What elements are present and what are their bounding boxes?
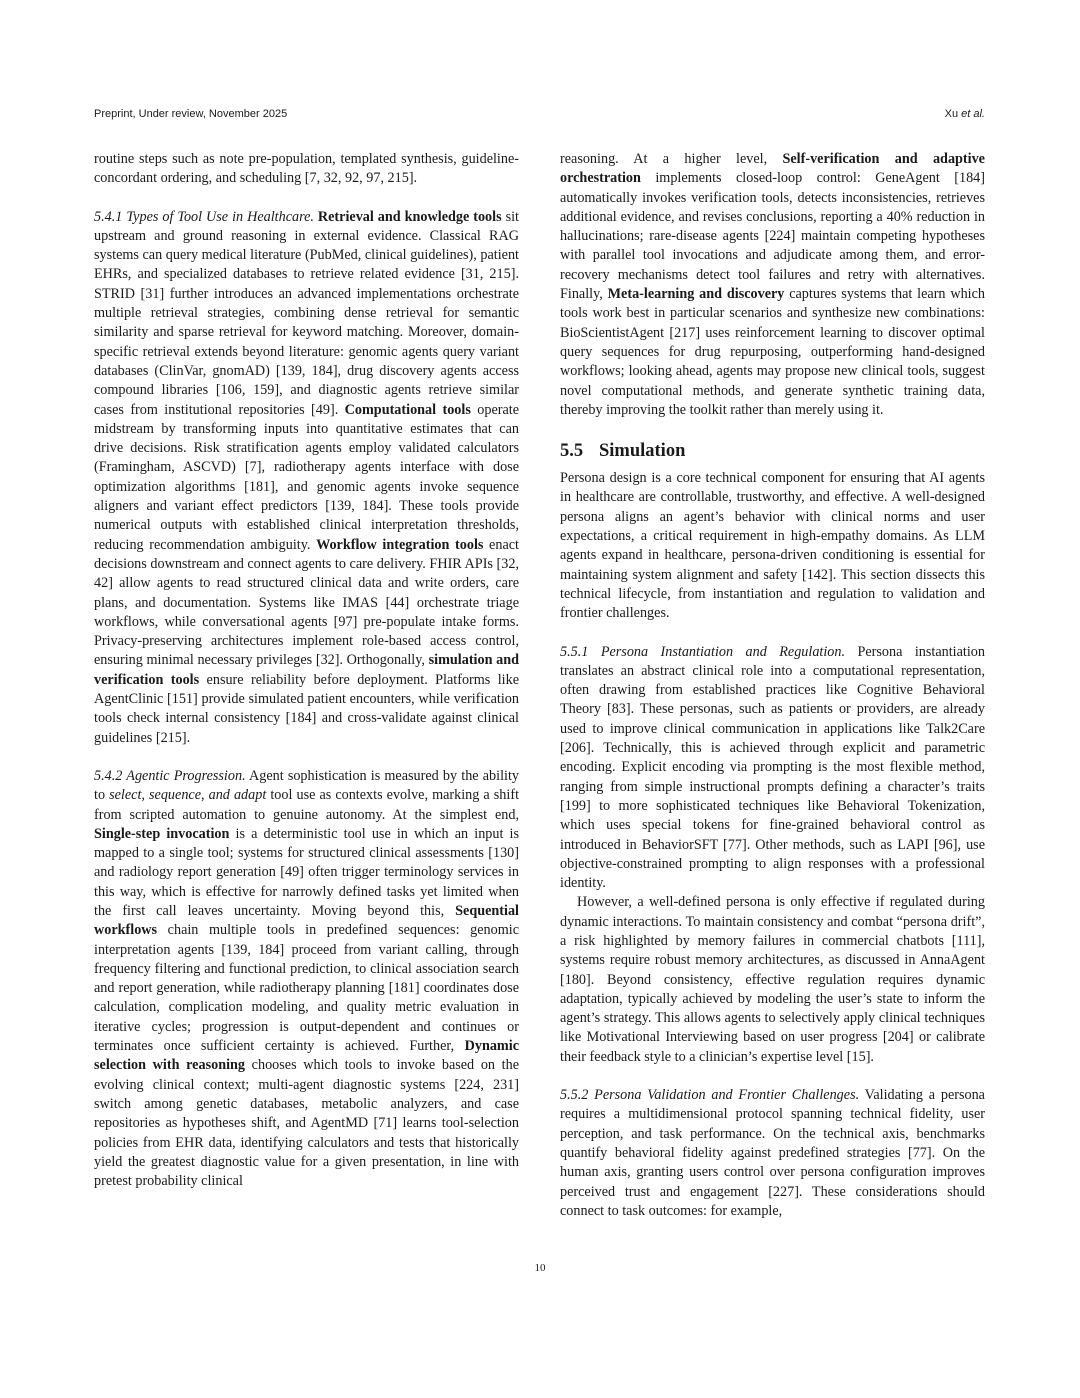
bold-term: Meta-learning and discovery <box>607 286 785 303</box>
text-run: chooses which tools to invoke based on the evolving clinical context; multi-agent diagnostic systems [224, 231] switch among genetic databases, metabolic analyzers, and case repositories as hypotheses shift, and AgentMD [71] learns tool-selection policies from EHR data, identifying calculators and tests that historically yield the greatest diagnostic value for a given presentation, in line with pretest probability clinical <box>94 1057 520 1190</box>
subsection-title: 5.4.1 Types of Tool Use in Healthcare. <box>94 208 314 225</box>
section-number: 5.5 <box>560 441 584 462</box>
paragraph: Persona design is a core technical component for ensuring that AI agents in healthcare are controllable, trustworthy, and effective. A well-designed persona aligns an agent’s behavior with clinical norms and user expectations, a critical requirement in high-empathy domains. As LLM agents expand in healthcare, persona-driven conditioning is essential for maintaining system alignment and safety [142]. This section dissects this technical lifecycle, from instantiation and regulation to validation and frontier challenges. <box>560 470 985 622</box>
paragraph: However, a well-defined persona is only effective if regulated during dynamic interactions. To maintain consistency and combat “persona drift”, a risk highlighted by memory failures in commercial chatbots [111], systems require robust memory architectures, as discussed in AnnaAgent [180]. Beyond consistency, effective regulation requires dynamic adaptation, typically achieved by modeling the user’s state to inform the agent’s strategy. This allows agents to selectively apply clinical techniques like Motivational Interviewing based on user progress [204] or calibrate their feedback style to a clinician’s expertise level [15]. <box>560 894 985 1065</box>
paragraph <box>560 150 985 420</box>
bold-term: Self-verification and adaptive orchestration <box>560 151 985 187</box>
text-run: captures systems that learn which tools work best in particular scenarios and synthesize new combinations: BioScientistAgent [217] uses reinforcement learning to discover optimal query sequences for drug repurposing, outperforming hand-designed workflows; looking ahead, agents may propose new clinical tools, suggest novel computational methods, and generate synthetic training data, thereby improving the toolkit rather than merely using it. <box>560 286 986 418</box>
author-name: Xu <box>944 108 959 120</box>
subsection-5-5-1 <box>560 643 985 894</box>
paragraph: routine steps such as note pre-population, templated synthesis, guideline-concordant ordering, and scheduling [7, 32, 92, 97, 215]. <box>94 151 519 187</box>
text-run: Validating a persona requires a multidimensional protocol spanning technical fidelity, user perception, and task performance. On the technical axis, benchmarks quantify behavioral fidelity against predefined strategies [77]. On the human axis, granting users control over persona configuration improves perceived trust and engagement [227]. These considerations should connect to task outcomes: for example, <box>560 1087 985 1219</box>
text-run: Agent sophistication is measured by the ability to <box>94 767 519 804</box>
italic-term: select, sequence, and adapt <box>109 787 267 804</box>
text-run: ensure reliability before deployment. Platforms like AgentClinic [151] provide simulated patient encounters, while verification tools check internal consistency [184] and cross-validate against clinical guidelines [215]. <box>94 671 520 746</box>
subsection-title: 5.5.1 Persona Instantiation and Regulation. <box>560 643 846 660</box>
subsection-5-5-2 <box>560 1086 985 1221</box>
text-run: Persona instantiation translates an abstract clinical role into a computational representation, often drawing from established practices like Cognitive Behavioral Theory [83]. These personas, such as patients or providers, are already used to improve clinical communication in applications like Talk2Care [206]. Technically, this is achieved through explicit and parametric encoding. Explicit encoding via prompting is the most flexible method, ranging from simple instructional prompts defining a character’s traits [199] to more sophisticated techniques like Behavioral Tokenization, which uses special tokens for fine-grained behavioral control as introduced in BehaviorSFT [77]. Other methods, such as LAPI [96], use objective-constrained prompting to align responses with a professional identity. <box>560 643 985 892</box>
bold-term: Dynamic selection with reasoning <box>94 1038 519 1074</box>
bold-term: simulation and verification tools <box>94 652 520 688</box>
text-run: chain multiple tools in predefined sequences: genomic interpretation agents [139, 184] proceed from variant calling, through frequency filtering and functional prediction, to clinical association search and report generation, while radiotherapy planning [181] coordinates dose calculation, complication modeling, and quality metric evaluation in iterative cycles; progression is output-dependent and continues or terminates once sufficient certainty is achieved. Further, <box>94 922 519 1055</box>
author-label <box>945 108 985 120</box>
text-run: operate midstream by transforming inputs into quantitative estimates that can drive decisions. Risk stratification agents employ validated calculators (Framingham, ASCVD) [7], radiotherapy agents interface with dose optimization algorithms [181], and genomic agents invoke sequence aligners and variant effect predictors [139, 184]. These tools provide numerical outputs with established clinical interpretation thresholds, reducing recommendation ambiguity. <box>94 401 519 553</box>
running-header <box>94 108 985 124</box>
bold-term: Workflow integration tools <box>316 536 484 553</box>
subsection-5-4-2 <box>94 767 519 1192</box>
left-column <box>94 150 519 1191</box>
section-title: Simulation <box>599 441 686 462</box>
bold-term: Sequential workflows <box>94 902 519 939</box>
section-heading <box>560 440 985 462</box>
subsection-5-4-1 <box>94 208 519 748</box>
page-number: 10 <box>534 1262 546 1274</box>
text-run: implements closed-loop control: GeneAgent [184] automatically invokes verification tools, detects inconsistencies, retrieves additional evidence, and revises conclusions, reporting a 40% reduction in hallucinations; rare-disease agents [224] maintain competing hypotheses with parallel tool invocations and adjudicate among them, and error-recovery mechanisms detect tool failures and retry with alternatives. Finally, <box>560 170 985 303</box>
text-run: is a deterministic tool use in which an input is mapped to a single tool; systems for structured clinical assessments [130] and radiology report generation [49] often trigger terminology services in this way, which is effective for narrowly defined tasks yet limited when the first call leaves uncertainty. Moving beyond this, <box>94 825 519 919</box>
text-run: tool use as contexts evolve, marking a shift from scripted automation to genuine autonomy. At the simplest end, <box>94 787 520 823</box>
text-run: reasoning. At a higher level, <box>560 151 783 167</box>
text-run: enact decisions downstream and connect agents to care delivery. FHIR APIs [32, 42] allow agents to read structured clinical data and write orders, care plans, and documentation. Systems like IMAS [44] orchestrate triage workflows, while conversational agents [97] pre-populate intake forms. Privacy-preserving architectures implement role-based access control, ensuring minimal necessary privileges [32]. Orthogonally, <box>94 536 519 669</box>
text-run: sit upstream and ground reasoning in external evidence. Classical RAG systems can query medical literature (PubMed, clinical guidelines), patient EHRs, and specialized databases to retrieve related evidence [31, 215]. STRID [31] further introduces an advanced implementations orchestrate multiple retrieval strategies, combining dense retrieval for semantic similarity and sparse retrieval for keyword matching. Moreover, domain-specific retrieval extends beyond literature: genomic agents query variant databases (ClinVar, gnomAD) [139, 184], drug discovery agents access compound libraries [106, 159], and diagnostic agents retrieve similar cases from institutional repositories [49]. <box>94 208 519 418</box>
bold-term: Single-step invocation <box>94 825 230 842</box>
author-etal: et al. <box>961 108 985 120</box>
subsection-title: 5.5.2 Persona Validation and Frontier Challenges. <box>560 1087 860 1104</box>
bold-term: Computational tools <box>344 401 471 418</box>
bold-term: Retrieval and knowledge tools <box>317 208 502 225</box>
venue-label: Preprint, Under review, November 2025 <box>94 108 288 120</box>
right-column <box>560 150 985 1221</box>
subsection-title: 5.4.2 Agentic Progression. <box>94 767 246 784</box>
